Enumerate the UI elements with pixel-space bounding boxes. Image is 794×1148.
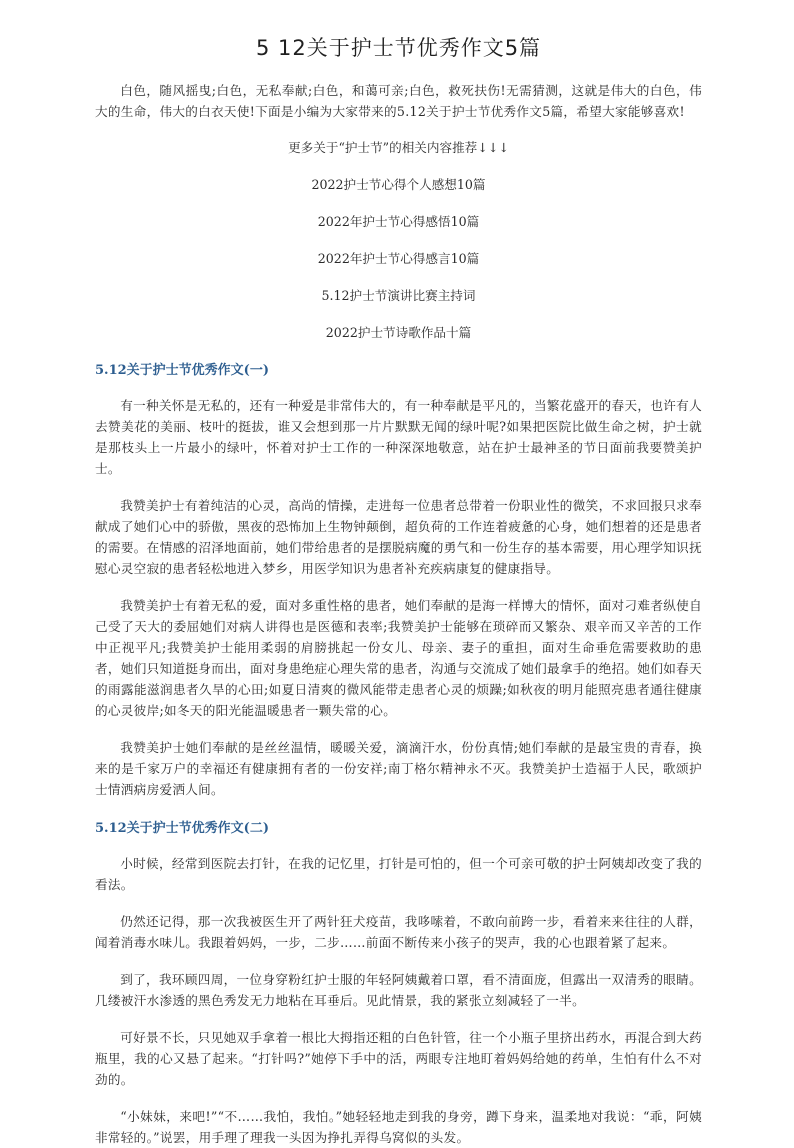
section-paragraph: 有一种关怀是无私的，还有一种爱是非常伟大的，有一种奉献是平凡的，当繁花盛开的春天，也许有人去赞美花的美丽、枝叶的挺拔，谁又会想到那一片片默默无闻的绿叶呢?如果把医院比做生命之树，护士就是那枝头上一片最小的绿叶，怀着对护士工作的一种深深地敬意，站在护士最神圣的节日面前我要赞美护士。 (95, 398, 702, 476)
section-heading: 5.12关于护士节优秀作文(二) (95, 821, 269, 836)
section-paragraph: 我赞美护士有着无私的爱，面对多重性格的患者，她们奉献的是海一样博大的情怀，面对刁难者纵使自己受了天大的委屈她们对病人讲得也是医德和表率;我赞美护士能够在琐碎而又繁杂、艰辛而又辛苦的工作中正视平凡;我赞美护士能用柔弱的肩膀挑起一份女儿、母亲、妻子的重担，面对生命垂危需要救助的患者，她们只知道挺身而出，面对身患绝症心理失常的患者，沟通与交流成了她们最拿手的绝招。她们如春天的雨露能滋润患者久旱的心田;如夏日清爽的微风能带走患者心灵的烦躁;如秋夜的明月能照亮患者通往健康的心灵彼岸;如冬天的阳光能温暖患者一颗失常的心。 (95, 598, 702, 718)
recommend-header: 更多关于“护士节”的相关内容推荐↓↓↓ (288, 140, 509, 155)
intro-paragraph: 白色，随风摇曳;白色，无私奉献;白色，和蔼可亲;白色，救死扶伤!无需猜测，这就是伟大的白色，伟大的生命，伟大的白衣天使!下面是小编为大家带来的5.12关于护士节优秀作文5篇，希望大家能够喜欢! (95, 83, 702, 119)
related-links (95, 138, 702, 343)
page-title: 5 12关于护士节优秀作文5篇 (255, 36, 542, 60)
section-paragraph: 仍然还记得，那一次我被医生开了两针狂犬疫苗，我哆嗦着，不敢向前跨一步，看着来来往往的人群，闻着消毒水味儿。我跟着妈妈，一步，二步……前面不断传来小孩子的哭声，我的心也跟着紧了起来。 (95, 914, 702, 950)
related-link[interactable]: 2022护士节心得个人感想10篇 (311, 177, 486, 192)
related-link[interactable]: 2022年护士节心得感言10篇 (317, 251, 480, 266)
section-paragraph: 可好景不长，只见她双手拿着一根比大拇指还粗的白色针管，往一个小瓶子里挤出药水，再混合到大药瓶里，我的心又悬了起来。“打针吗?”她停下手中的活，两眼专注地盯着妈妈给她的药单，生怕有什么不对劲的。 (95, 1030, 702, 1087)
section-paragraph: “小妹妹，来吧!”“不……我怕，我怕。”她轻轻地走到我的身旁，蹲下身来，温柔地对我说：“乖，阿姨非常轻的。”说罢，用手理了理我一头因为挣扎弄得乌窝似的头发。 (95, 1109, 702, 1145)
related-link[interactable]: 2022护士节诗歌作品十篇 (325, 325, 472, 340)
section-heading: 5.12关于护士节优秀作文(一) (95, 363, 269, 378)
section-paragraph: 我赞美护士有着纯洁的心灵，高尚的情操，走进每一位患者总带着一份职业性的微笑，不求回报只求奉献成了她们心中的骄傲，黑夜的恐怖加上生物钟颠倒，超负荷的工作连着疲惫的心身，她们想着的还是患者的需要。在情感的沼泽地面前，她们带给患者的是摆脱病魔的勇气和一份生存的基本需要，用心理学知识抚慰心灵空寂的患者轻松地进入梦乡，用医学知识为患者补充疾病康复的健康指导。 (95, 498, 702, 576)
section-paragraph: 到了，我环顾四周，一位身穿粉红护士服的年轻阿姨戴着口罩，看不清面庞，但露出一双清秀的眼睛。几缕被汗水渗透的黑色秀发无力地粘在耳垂后。见此情景，我的紧张立刻减轻了一半。 (95, 972, 702, 1008)
section-paragraph: 小时候，经常到医院去打针，在我的记忆里，打针是可怕的，但一个可亲可敬的护士阿姨却改变了我的看法。 (95, 856, 702, 892)
related-link[interactable]: 2022年护士节心得感悟10篇 (317, 214, 480, 229)
section-paragraph: 我赞美护士她们奉献的是丝丝温情，暖暖关爱，滴滴汗水，份份真情;她们奉献的是最宝贵的青春，换来的是千家万户的幸福还有健康拥有者的一份安祥;南丁格尔精神永不灭。我赞美护士造福于人民，歌颂护士情洒病房爱洒人间。 (95, 740, 702, 797)
related-link[interactable]: 5.12护士节演讲比赛主持词 (321, 288, 476, 303)
